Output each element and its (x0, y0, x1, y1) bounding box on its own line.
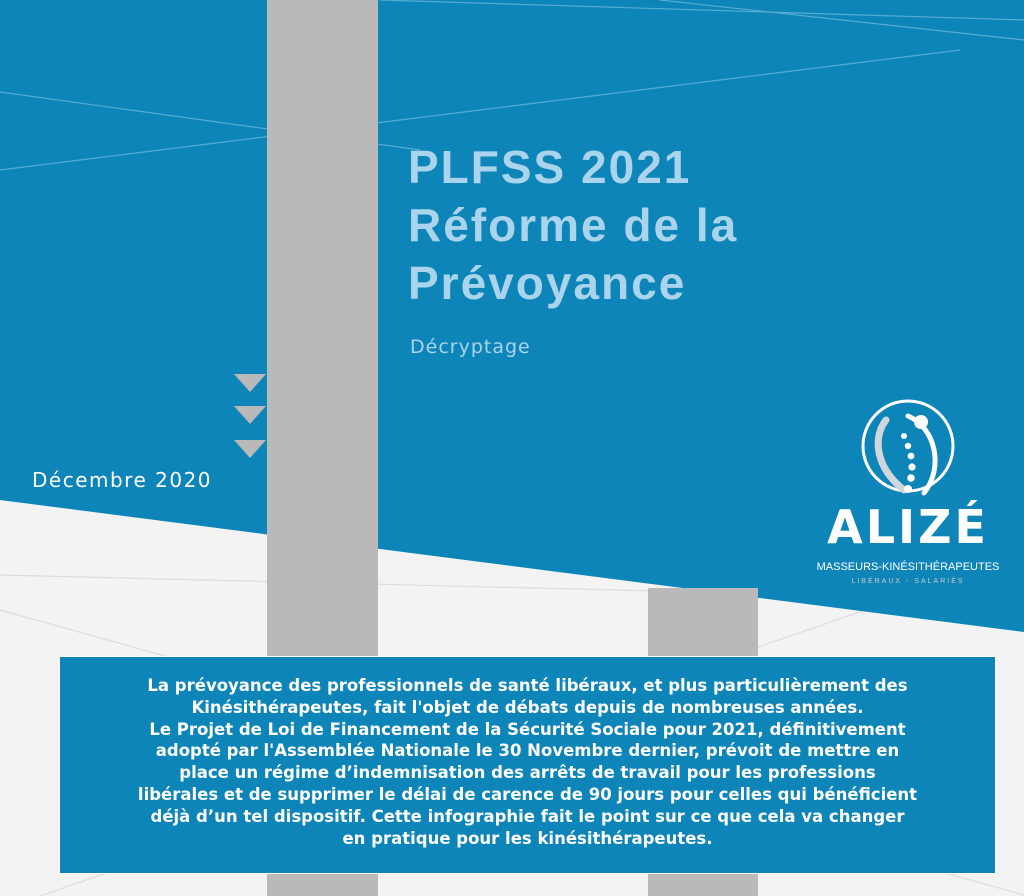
brand-tagline: MASSEURS-KINÉSITHÉRAPEUTES (816, 561, 1000, 573)
intro-text-box (59, 656, 996, 874)
intro-line: Kinésithérapeutes, fait l'objet de débats depuis de nombreuses années. (191, 697, 864, 717)
intro-line: déjà d’un tel dispositif. Cette infographie fait le point sur ce que cela va changer (150, 806, 905, 826)
intro-line: Le Projet de Loi de Financement de la Sécurité Sociale pour 2021, définitivement (149, 719, 906, 739)
title-line-2: Réforme de la (408, 199, 739, 251)
page-subtitle: Décryptage (410, 336, 531, 358)
intro-line: place un régime d’indemnisation des arrêts de travail pour les professions (179, 763, 876, 783)
publication-date: Décembre 2020 (32, 468, 213, 492)
intro-line: libérales et de supprimer le délai de carence de 90 jours pour celles qui bénéficient (137, 784, 918, 804)
intro-line: La prévoyance des professionnels de santé libéraux, et plus particulièrement des (147, 676, 908, 695)
intro-line: en pratique pour les kinésithérapeutes. (342, 828, 713, 848)
intro-line: adopté par l'Assemblée Nationale le 30 Novembre dernier, prévoit de mettre en (155, 741, 900, 761)
title-line-3: Prévoyance (408, 257, 687, 309)
brand-subtagline: LIBÉRAUX - SALARIÉS (851, 578, 965, 585)
page-title (408, 138, 928, 312)
brand-name: ALIZÉ (827, 500, 989, 554)
title-line-1: PLFSS 2021 (408, 141, 692, 193)
